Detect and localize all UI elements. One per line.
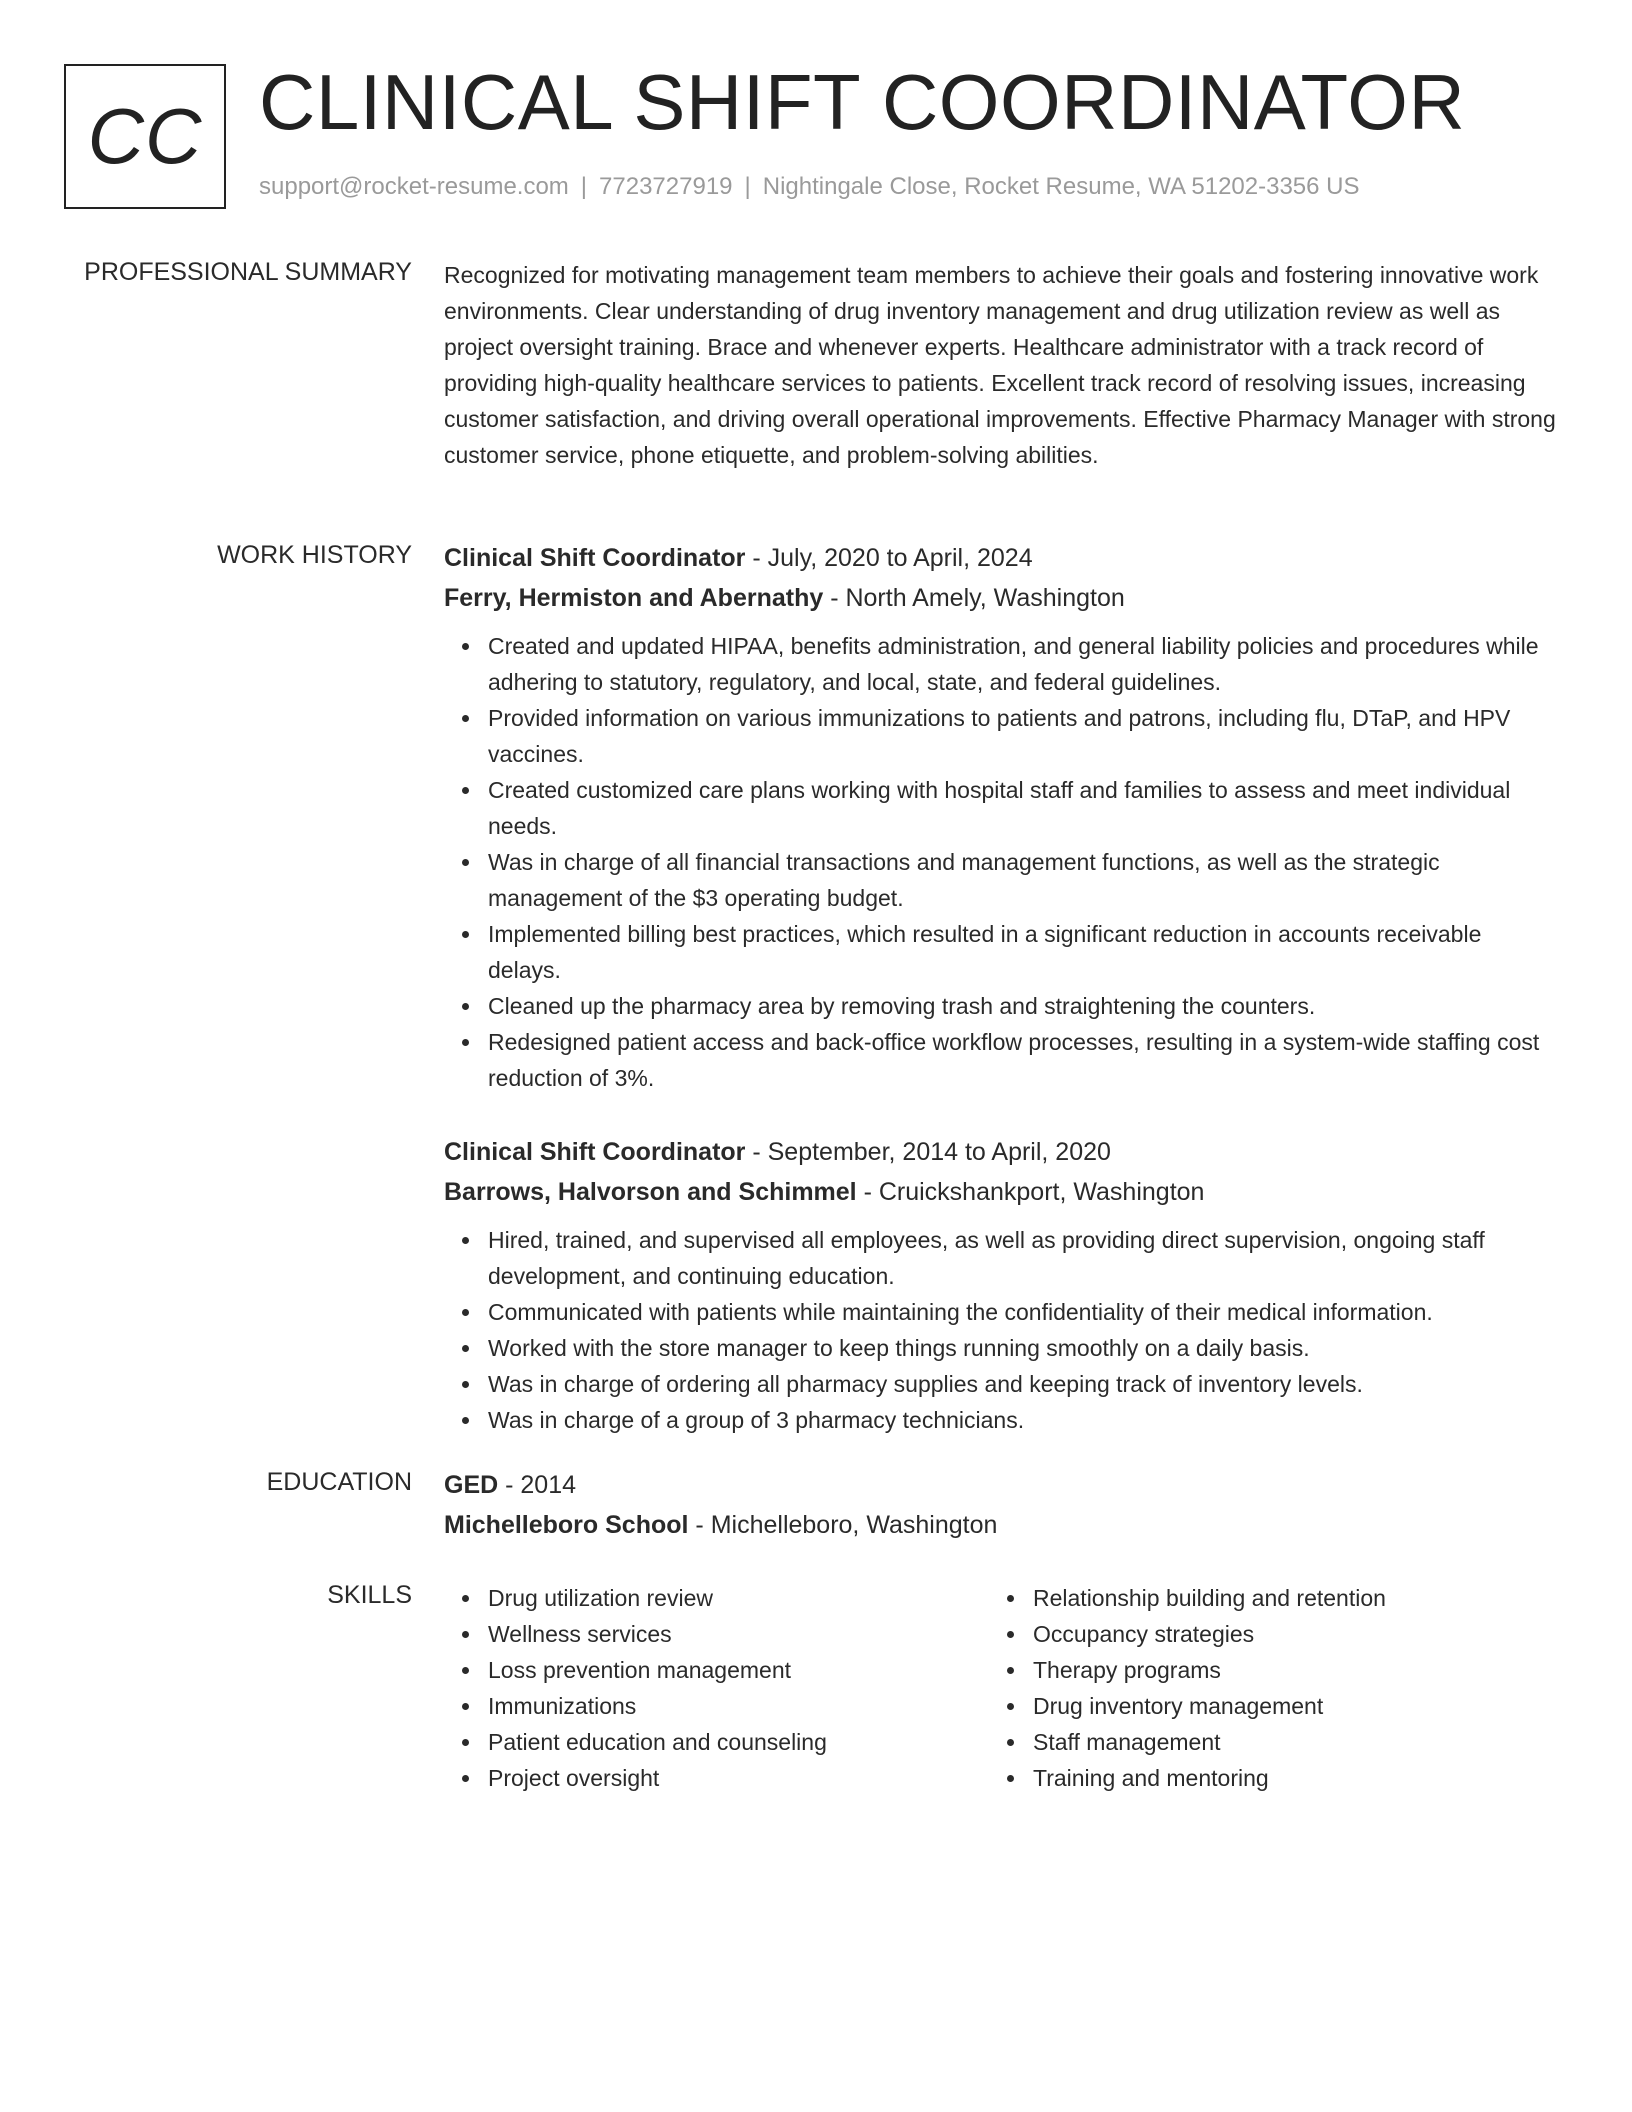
section-heading: SKILLS: [327, 1581, 412, 1609]
summary-text: Recognized for motivating management team members to achieve their goals and fostering innovative work environments. Clear understanding of drug inventory management and drug utilization review as well as project oversight training. Brace and whenever experts. Healthcare administrator with a track record of providing high-quality healthcare services to patients. Excellent track record of resolving issues, increasing customer satisfaction, and driving overall operational improvements. Effective Pharmacy Manager with strong customer service, phone etiquette, and problem-solving abilities.: [444, 262, 1556, 468]
list-item: Was in charge of all financial transactions and management functions, as well as the strategic management of the $3 operating budget.: [488, 844, 1560, 916]
contact-line: [259, 173, 1360, 201]
list-item: Staff management: [1033, 1724, 1534, 1760]
list-item: Wellness services: [488, 1616, 989, 1652]
degree: GED: [444, 1471, 499, 1499]
list-item: Immunizations: [488, 1688, 989, 1724]
job-title: Clinical Shift Coordinator: [444, 544, 746, 572]
list-item: Was in charge of a group of 3 pharmacy technicians.: [488, 1402, 1560, 1438]
school-line: [444, 1505, 1560, 1545]
degree-year: - 2014: [498, 1471, 577, 1499]
list-item: Drug inventory management: [1033, 1688, 1534, 1724]
job-location: - Cruickshankport, Washington: [856, 1178, 1205, 1206]
skills-list: [989, 1580, 1534, 1796]
list-item: Implemented billing best practices, which resulted in a significant reduction in accounts receivable delays.: [488, 916, 1560, 988]
list-item: Drug utilization review: [488, 1580, 989, 1616]
contact-email: support@rocket-resume.com: [259, 173, 569, 200]
job-location: - North Amely, Washington: [823, 584, 1125, 612]
section-heading: PROFESSIONAL SUMMARY: [84, 258, 412, 286]
job-dates: - July, 2020 to April, 2024: [745, 544, 1033, 572]
school-location: - Michelleboro, Washington: [688, 1511, 998, 1539]
list-item: Redesigned patient access and back-office workflow processes, resulting in a system-wide staffing cost reduction of 3%.: [488, 1024, 1560, 1096]
degree-line: [444, 1465, 1560, 1505]
job-dates: - September, 2014 to April, 2020: [745, 1138, 1111, 1166]
skills-column-left: [444, 1580, 989, 1796]
list-item: Cleaned up the pharmacy area by removing trash and straightening the counters.: [488, 988, 1560, 1024]
job-company-line: [444, 1172, 1560, 1212]
contact-separator: |: [744, 173, 751, 200]
job-title-line: [444, 538, 1560, 578]
contact-address: Nightingale Close, Rocket Resume, WA 51202-3356 US: [762, 173, 1360, 200]
job-company: Barrows, Halvorson and Schimmel: [444, 1178, 857, 1206]
list-item: Worked with the store manager to keep things running smoothly on a daily basis.: [488, 1330, 1560, 1366]
resume-header: [64, 58, 1584, 209]
job-title: Clinical Shift Coordinator: [444, 1138, 746, 1166]
list-item: Hired, trained, and supervised all employees, as well as providing direct supervision, ongoing staff development, and continuing education.: [488, 1222, 1560, 1294]
section-heading: WORK HISTORY: [217, 541, 412, 569]
skills-body: [444, 1580, 1560, 1796]
section-heading: EDUCATION: [266, 1468, 412, 1496]
list-item: Was in charge of ordering all pharmacy supplies and keeping track of inventory levels.: [488, 1366, 1560, 1402]
summary-body: [444, 257, 1560, 473]
contact-separator: |: [580, 173, 588, 200]
list-item: Training and mentoring: [1033, 1760, 1534, 1796]
list-item: Created customized care plans working with hospital staff and families to assess and meet individual needs.: [488, 772, 1560, 844]
skills-list: [444, 1580, 989, 1796]
list-item: Communicated with patients while maintaining the confidentiality of their medical information.: [488, 1294, 1560, 1330]
list-item: Therapy programs: [1033, 1652, 1534, 1688]
job-entry: [444, 538, 1560, 1096]
job-title-line: [444, 1132, 1560, 1172]
skills-column-right: [989, 1580, 1534, 1796]
list-item: Loss prevention management: [488, 1652, 989, 1688]
skills-columns: [444, 1580, 1560, 1796]
list-item: Occupancy strategies: [1033, 1616, 1534, 1652]
list-item: Project oversight: [488, 1760, 989, 1796]
list-item: Patient education and counseling: [488, 1724, 989, 1760]
job-entry: [444, 1132, 1560, 1438]
contact-phone: 7723727919: [599, 173, 733, 200]
school: Michelleboro School: [444, 1511, 689, 1539]
list-item: Created and updated HIPAA, benefits administration, and general liability policies and procedures while adhering to statutory, regulatory, and local, state, and federal guidelines.: [488, 628, 1560, 700]
page-title: CLINICAL SHIFT COORDINATOR: [259, 58, 1466, 146]
monogram-logo: CC: [64, 64, 226, 209]
list-item: Provided information on various immunizations to patients and patrons, including flu, DTaP, and HPV vaccines.: [488, 700, 1560, 772]
list-item: Relationship building and retention: [1033, 1580, 1534, 1616]
job-bullets: [444, 628, 1560, 1096]
job-company: Ferry, Hermiston and Abernathy: [444, 584, 824, 612]
job-company-line: [444, 578, 1560, 618]
job-bullets: [444, 1222, 1560, 1438]
work-history-body: [444, 538, 1560, 1438]
education-body: [444, 1465, 1560, 1545]
